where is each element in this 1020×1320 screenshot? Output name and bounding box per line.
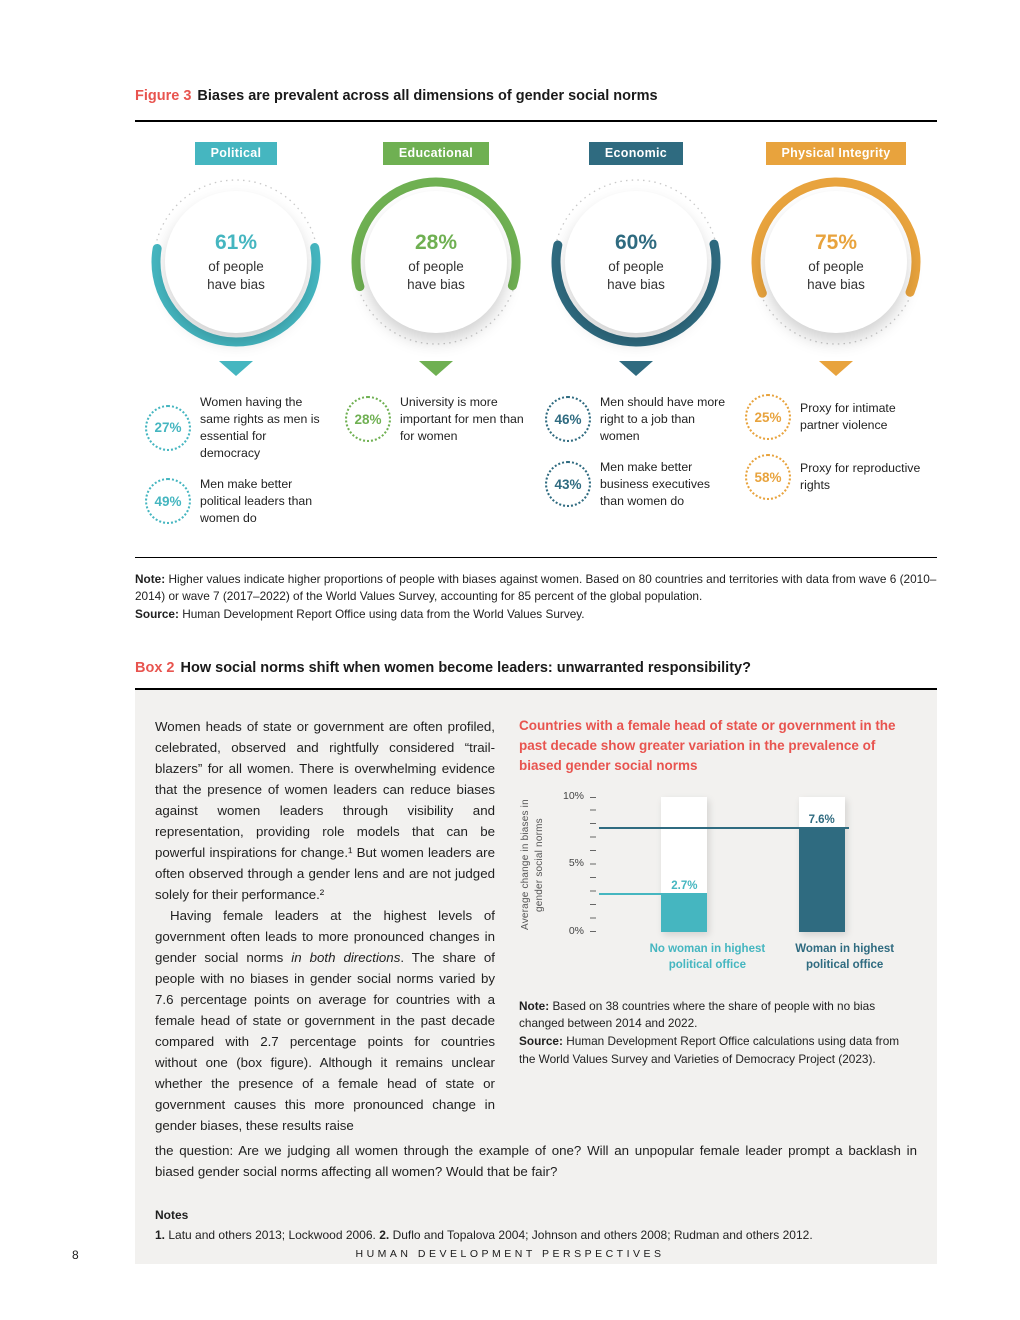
- paragraph-2-italic: in both directions: [291, 949, 401, 965]
- stat-item: [545, 394, 727, 445]
- chart-title: Countries with a female head of state or government in the past decade show greater variation in the prevalence of biased gender social norms: [519, 717, 896, 774]
- bias-ring-educational: [351, 177, 521, 347]
- box2-text-column: [155, 716, 495, 1136]
- stat-percentage: 58%: [745, 454, 791, 500]
- bias-ring-physical-integrity: [751, 177, 921, 347]
- source-text: Human Development Report Office using data from the World Values Survey.: [182, 607, 585, 622]
- y-axis-label: Average change in biases in gender social norms: [520, 799, 545, 931]
- main-percentage: 75%: [814, 230, 858, 254]
- main-caption: of people have bias: [407, 258, 465, 292]
- box2-label: Box 2: [135, 659, 175, 676]
- x-axis-label-woman: Woman in highest political office: [795, 942, 895, 971]
- main-percentage: 28%: [414, 230, 458, 254]
- stat-description: Women having the same rights as men is essential for democracy: [200, 395, 320, 460]
- arrow-down-icon: [219, 361, 253, 376]
- stat-percentage: 46%: [545, 396, 591, 442]
- stat-list: [341, 394, 531, 445]
- stat-description: Men make better political leaders than women do: [200, 476, 313, 525]
- main-caption: of people have bias: [807, 258, 865, 292]
- stat-description: University is more important for men than for women: [400, 395, 524, 443]
- bar-value-label-woman: 7.6%: [808, 814, 835, 826]
- box2-paragraph-1: Women heads of state or government are often profiled, celebrated, observed and rightfully considered “trail-blazers” for all women. There is overwhelming evidence that the presence of women leaders can reduce biases against women leaders through visibility and representation, providing role models that can be powerful inspirations for change.¹ But women leaders are often observed through a gender lens and are not judged solely for their performance.²: [155, 718, 495, 902]
- source-text: Human Development Report Office calculations using data from the World Values Survey and Varieties of Democracy Project (2023).: [519, 1033, 900, 1066]
- ring-text: [551, 177, 721, 347]
- note-label: Note:: [135, 571, 166, 586]
- stat-item: [545, 459, 727, 510]
- note-text: Higher values indicate higher proportions of people with biases against women. Based on 80 countries and territories with data from wave 6 (2010–2014) or wave 7 (2017–2022) of the World Values Survey, accounting for 85 percent of the global population.: [135, 571, 937, 604]
- source-label: Source:: [519, 1033, 563, 1048]
- box2-footnotes: [155, 1206, 917, 1244]
- stat-list: [541, 394, 731, 510]
- category-pill-physical-integrity: Physical Integrity: [766, 142, 907, 165]
- stat-item: [345, 394, 527, 445]
- stat-item: [745, 394, 927, 440]
- bar-fill-woman: [799, 829, 845, 932]
- chart-source: [519, 1033, 917, 1068]
- page-footer: [0, 1248, 1020, 1268]
- category-pill-political: Political: [195, 142, 278, 165]
- figure-column-political: [141, 142, 331, 541]
- source-label: Source:: [135, 607, 179, 622]
- figure-note: [135, 571, 937, 606]
- main-percentage: 61%: [214, 230, 258, 254]
- stat-percentage: 28%: [345, 396, 391, 442]
- figure-column-physical-integrity: [741, 142, 931, 541]
- paragraph-2-part-a: Having female leaders at the highest levels of government often leads to more pronounced changes in gender social norms: [155, 907, 495, 965]
- box2-body: [135, 688, 937, 1264]
- figure-column-educational: [341, 142, 531, 541]
- reference-line-woman: [599, 827, 849, 829]
- figure3-title: Biases are prevalent across all dimensions of gender social norms: [197, 88, 658, 104]
- bias-ring-political: [151, 177, 321, 347]
- note-text: Duflo and Topalova 2004; Johnson and others 2008; Rudman and others 2012.: [392, 1227, 813, 1242]
- figure3-notes: [135, 571, 937, 624]
- note-item-1: [155, 1228, 376, 1242]
- y-tick-label-0: 0%: [568, 924, 584, 937]
- chart-notes: [519, 998, 917, 1069]
- figure3-heading: [135, 88, 937, 104]
- reference-line-no-woman: [599, 893, 707, 895]
- note-text: Based on 38 countries where the share of people with no bias changed between 2014 and 2022.: [519, 998, 876, 1031]
- footer-title: HUMAN DEVELOPMENT PERSPECTIVES: [355, 1248, 665, 1260]
- y-tick-label-5: 5%: [568, 857, 584, 870]
- main-percentage: 60%: [614, 230, 658, 254]
- stat-item: [145, 394, 327, 462]
- figure3-panel: [135, 120, 937, 558]
- chart-plot-area: [562, 789, 911, 971]
- stat-description: Men make better business executives than women do: [600, 459, 711, 508]
- box2-title: How social norms shift when women become leaders: unwarranted responsibility?: [180, 659, 751, 676]
- arrow-down-icon: [419, 361, 453, 376]
- ring-text: [151, 177, 321, 347]
- figure-source: [135, 606, 937, 624]
- stat-percentage: 25%: [745, 394, 791, 440]
- stat-item: [145, 476, 327, 527]
- bar-fill-no-woman: [661, 895, 707, 931]
- box2-paragraph-2: [155, 905, 495, 1136]
- ring-text: [351, 177, 521, 347]
- stat-list: [741, 394, 931, 500]
- bias-ring-economic: [551, 177, 721, 347]
- category-pill-educational: Educational: [383, 142, 489, 165]
- category-pill-economic: Economic: [589, 142, 683, 165]
- main-caption: of people have bias: [607, 258, 665, 292]
- stat-percentage: 27%: [145, 405, 191, 451]
- stat-description: Men should have more right to a job than women: [600, 395, 726, 443]
- note-label: Note:: [519, 998, 550, 1013]
- stat-list: [141, 394, 331, 527]
- stat-percentage: 43%: [545, 461, 591, 507]
- note-item-2: [379, 1228, 812, 1242]
- stat-item: [745, 454, 927, 500]
- stat-percentage: 49%: [145, 478, 191, 524]
- stat-description: Proxy for intimate partner violence: [800, 401, 896, 432]
- stat-description: Proxy for reproductive rights: [800, 461, 921, 492]
- ring-text: [751, 177, 921, 347]
- bar-woman: [799, 797, 845, 932]
- note-number: 1.: [155, 1227, 166, 1242]
- figure3-label: Figure 3: [135, 88, 192, 104]
- note-number: 2.: [379, 1227, 390, 1242]
- note-text: Latu and others 2013; Lockwood 2006.: [168, 1227, 376, 1242]
- page-number: 8: [72, 1248, 79, 1262]
- chart-note: [519, 998, 917, 1033]
- bar-value-label-no-woman: 2.7%: [671, 880, 698, 893]
- main-caption: of people have bias: [207, 258, 265, 292]
- bar-no-woman: [661, 797, 707, 932]
- box2-continuation: the question: Are we judging all women through the example of one? Will an unpopular female leader prompt a backlash in biased gender social norms affecting all women? Would that be fair?: [155, 1142, 917, 1179]
- box2-heading: [135, 660, 937, 676]
- y-axis-ticks: [590, 797, 596, 932]
- x-axis-label-no-woman: No woman in highest political office: [649, 942, 766, 971]
- box2-columns: [155, 716, 917, 1136]
- box2-chart-column: [519, 716, 917, 1136]
- arrow-down-icon: [619, 361, 653, 376]
- y-tick-label-10: 10%: [562, 789, 584, 802]
- bar-chart: [519, 789, 917, 984]
- arrow-down-icon: [819, 361, 853, 376]
- notes-title: Notes: [155, 1207, 189, 1222]
- figure-column-economic: [541, 142, 731, 541]
- figure3-columns: [141, 142, 931, 541]
- paragraph-2-part-b: . The share of people with no biases in gender social norms varied by 7.6 percentage points on average for countries with a female head of state or government in the past decade compared with 2.7 percentage points for countries without one (box figure). Although it remains unclear whether the presence of a female head of state or government causes this more pronounced change in gender biases, these results raise: [155, 949, 495, 1133]
